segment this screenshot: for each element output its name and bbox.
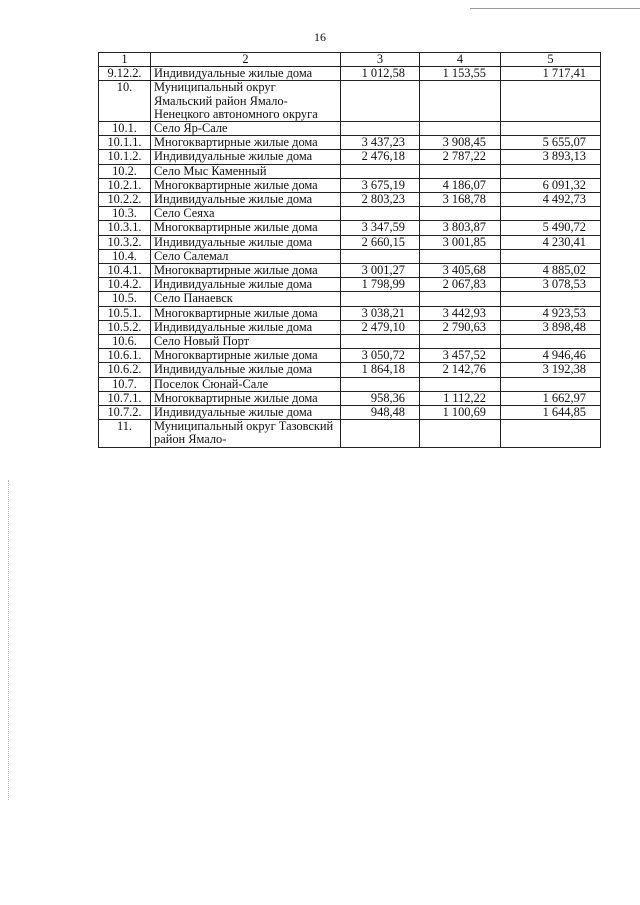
- row-name-cell: Село Салемал: [151, 249, 341, 263]
- table-row: [99, 278, 601, 292]
- row-name-cell: Индивидуальные жилые дома: [151, 235, 341, 249]
- value-cell-col3: 3 675,19: [341, 178, 420, 192]
- value-cell-col3: 3 038,21: [341, 306, 420, 320]
- row-name-cell: Индивидуальные жилые дома: [151, 320, 341, 334]
- value-cell-col5: 6 091,32: [501, 178, 601, 192]
- row-number-cell: 10.7.2.: [99, 406, 151, 420]
- value-cell-col3: 1 798,99: [341, 278, 420, 292]
- table-row: [99, 221, 601, 235]
- row-number-cell: 10.2.2.: [99, 193, 151, 207]
- value-cell-col3: 2 803,23: [341, 193, 420, 207]
- row-number-cell: 10.4.: [99, 249, 151, 263]
- value-cell-col5: 3 078,53: [501, 278, 601, 292]
- value-cell-col3: [341, 249, 420, 263]
- value-cell-col4: 3 803,87: [420, 221, 501, 235]
- row-number-cell: 10.1.2.: [99, 150, 151, 164]
- row-name-cell: Индивидуальные жилые дома: [151, 150, 341, 164]
- value-cell-col5: 3 898,48: [501, 320, 601, 334]
- value-cell-col3: [341, 377, 420, 391]
- row-name-cell: Индивидуальные жилые дома: [151, 193, 341, 207]
- value-cell-col5: 5 655,07: [501, 136, 601, 150]
- value-cell-col5: [501, 249, 601, 263]
- row-number-cell: 10.6.1.: [99, 349, 151, 363]
- value-cell-col5: 3 893,13: [501, 150, 601, 164]
- row-name-cell: Село Яр-Сале: [151, 122, 341, 136]
- value-cell-col5: [501, 164, 601, 178]
- row-name-cell: Многоквартирные жилые дома: [151, 306, 341, 320]
- value-cell-col4: 3 908,45: [420, 136, 501, 150]
- value-cell-col5: [501, 207, 601, 221]
- value-cell-col5: [501, 122, 601, 136]
- value-cell-col4: 3 457,52: [420, 349, 501, 363]
- value-cell-col3: 1 012,58: [341, 67, 420, 81]
- value-cell-col4: [420, 377, 501, 391]
- table-row: [99, 122, 601, 136]
- value-cell-col5: [501, 292, 601, 306]
- value-cell-col5: [501, 81, 601, 122]
- row-name-cell: Многоквартирные жилые дома: [151, 178, 341, 192]
- table-row: [99, 67, 601, 81]
- value-cell-col4: 2 142,76: [420, 363, 501, 377]
- table-row: [99, 150, 601, 164]
- table-row: [99, 391, 601, 405]
- value-cell-col4: [420, 81, 501, 122]
- row-number-cell: 11.: [99, 420, 151, 447]
- value-cell-col3: 3 437,23: [341, 136, 420, 150]
- value-cell-col4: [420, 207, 501, 221]
- row-name-cell: Муниципальный округ Ямальский район Ямало-Ненецкого автономного округа: [151, 81, 341, 122]
- row-name-cell: Многоквартирные жилые дома: [151, 136, 341, 150]
- value-cell-col3: 948,48: [341, 406, 420, 420]
- row-name-cell: Индивидуальные жилые дома: [151, 363, 341, 377]
- value-cell-col3: 3 347,59: [341, 221, 420, 235]
- row-name-cell: Многоквартирные жилые дома: [151, 221, 341, 235]
- column-header: 1: [99, 53, 151, 67]
- value-cell-col3: [341, 164, 420, 178]
- value-cell-col5: 4 946,46: [501, 349, 601, 363]
- table-row: [99, 377, 601, 391]
- column-header: 4: [420, 53, 501, 67]
- table-row: [99, 320, 601, 334]
- row-name-cell: Индивидуальные жилые дома: [151, 406, 341, 420]
- row-number-cell: 10.6.2.: [99, 363, 151, 377]
- value-cell-col4: 2 787,22: [420, 150, 501, 164]
- row-name-cell: Село Новый Порт: [151, 335, 341, 349]
- row-name-cell: Муниципальный округ Тазовский район Ямало-: [151, 420, 341, 447]
- value-cell-col3: 1 864,18: [341, 363, 420, 377]
- table-row: [99, 164, 601, 178]
- page-number: 16: [314, 30, 326, 44]
- value-cell-col5: [501, 377, 601, 391]
- row-number-cell: 10.4.2.: [99, 278, 151, 292]
- table-row: [99, 178, 601, 192]
- row-number-cell: 10.6.: [99, 335, 151, 349]
- row-name-cell: Многоквартирные жилые дома: [151, 391, 341, 405]
- row-number-cell: 10.2.1.: [99, 178, 151, 192]
- value-cell-col3: [341, 81, 420, 122]
- row-name-cell: Село Сеяха: [151, 207, 341, 221]
- row-number-cell: 10.7.1.: [99, 391, 151, 405]
- row-name-cell: Индивидуальные жилые дома: [151, 67, 341, 81]
- row-name-cell: Село Панаевск: [151, 292, 341, 306]
- value-cell-col4: [420, 420, 501, 447]
- value-cell-col3: [341, 122, 420, 136]
- tariff-table: [98, 52, 601, 448]
- table-row: [99, 335, 601, 349]
- value-cell-col5: 1 644,85: [501, 406, 601, 420]
- row-number-cell: 10.: [99, 81, 151, 122]
- value-cell-col5: 4 230,41: [501, 235, 601, 249]
- column-header: 3: [341, 53, 420, 67]
- value-cell-col4: 3 405,68: [420, 264, 501, 278]
- value-cell-col4: 3 168,78: [420, 193, 501, 207]
- value-cell-col3: [341, 292, 420, 306]
- table-row: [99, 349, 601, 363]
- value-cell-col3: [341, 335, 420, 349]
- row-number-cell: 9.12.2.: [99, 67, 151, 81]
- row-number-cell: 10.3.2.: [99, 235, 151, 249]
- table-row: [99, 363, 601, 377]
- row-number-cell: 10.5.2.: [99, 320, 151, 334]
- row-name-cell: Многоквартирные жилые дома: [151, 264, 341, 278]
- row-number-cell: 10.4.1.: [99, 264, 151, 278]
- top-edge-rule: [470, 8, 640, 9]
- value-cell-col5: 4 923,53: [501, 306, 601, 320]
- value-cell-col5: [501, 335, 601, 349]
- table-row: [99, 207, 601, 221]
- value-cell-col4: [420, 164, 501, 178]
- table-row: [99, 420, 601, 447]
- table-row: [99, 406, 601, 420]
- value-cell-col3: 3 001,27: [341, 264, 420, 278]
- value-cell-col3: 2 479,10: [341, 320, 420, 334]
- value-cell-col4: [420, 335, 501, 349]
- value-cell-col4: 4 186,07: [420, 178, 501, 192]
- column-header: 5: [501, 53, 601, 67]
- row-number-cell: 10.5.1.: [99, 306, 151, 320]
- table-row: [99, 292, 601, 306]
- value-cell-col3: 3 050,72: [341, 349, 420, 363]
- value-cell-col4: 3 442,93: [420, 306, 501, 320]
- row-number-cell: 10.3.1.: [99, 221, 151, 235]
- value-cell-col4: [420, 122, 501, 136]
- value-cell-col3: [341, 207, 420, 221]
- table-row: [99, 249, 601, 263]
- value-cell-col4: [420, 292, 501, 306]
- table-row: [99, 193, 601, 207]
- row-name-cell: Многоквартирные жилые дома: [151, 349, 341, 363]
- table-row: [99, 136, 601, 150]
- table-header-row: [99, 53, 601, 67]
- row-name-cell: Поселок Сюнай-Сале: [151, 377, 341, 391]
- value-cell-col5: 3 192,38: [501, 363, 601, 377]
- value-cell-col4: 1 153,55: [420, 67, 501, 81]
- table-row: [99, 235, 601, 249]
- value-cell-col5: [501, 420, 601, 447]
- table-row: [99, 81, 601, 122]
- table-row: [99, 306, 601, 320]
- row-number-cell: 10.3.: [99, 207, 151, 221]
- value-cell-col4: 2 790,63: [420, 320, 501, 334]
- row-number-cell: 10.1.: [99, 122, 151, 136]
- value-cell-col4: 3 001,85: [420, 235, 501, 249]
- left-margin-mark: [8, 480, 9, 800]
- column-header: 2: [151, 53, 341, 67]
- value-cell-col5: 1 662,97: [501, 391, 601, 405]
- value-cell-col4: 2 067,83: [420, 278, 501, 292]
- value-cell-col5: 1 717,41: [501, 67, 601, 81]
- table-row: [99, 264, 601, 278]
- row-name-cell: Село Мыс Каменный: [151, 164, 341, 178]
- value-cell-col5: 4 885,02: [501, 264, 601, 278]
- value-cell-col3: [341, 420, 420, 447]
- value-cell-col3: 2 476,18: [341, 150, 420, 164]
- value-cell-col5: 5 490,72: [501, 221, 601, 235]
- value-cell-col4: 1 100,69: [420, 406, 501, 420]
- row-name-cell: Индивидуальные жилые дома: [151, 278, 341, 292]
- value-cell-col4: 1 112,22: [420, 391, 501, 405]
- row-number-cell: 10.7.: [99, 377, 151, 391]
- row-number-cell: 10.5.: [99, 292, 151, 306]
- value-cell-col4: [420, 249, 501, 263]
- row-number-cell: 10.1.1.: [99, 136, 151, 150]
- value-cell-col3: 2 660,15: [341, 235, 420, 249]
- value-cell-col3: 958,36: [341, 391, 420, 405]
- row-number-cell: 10.2.: [99, 164, 151, 178]
- value-cell-col5: 4 492,73: [501, 193, 601, 207]
